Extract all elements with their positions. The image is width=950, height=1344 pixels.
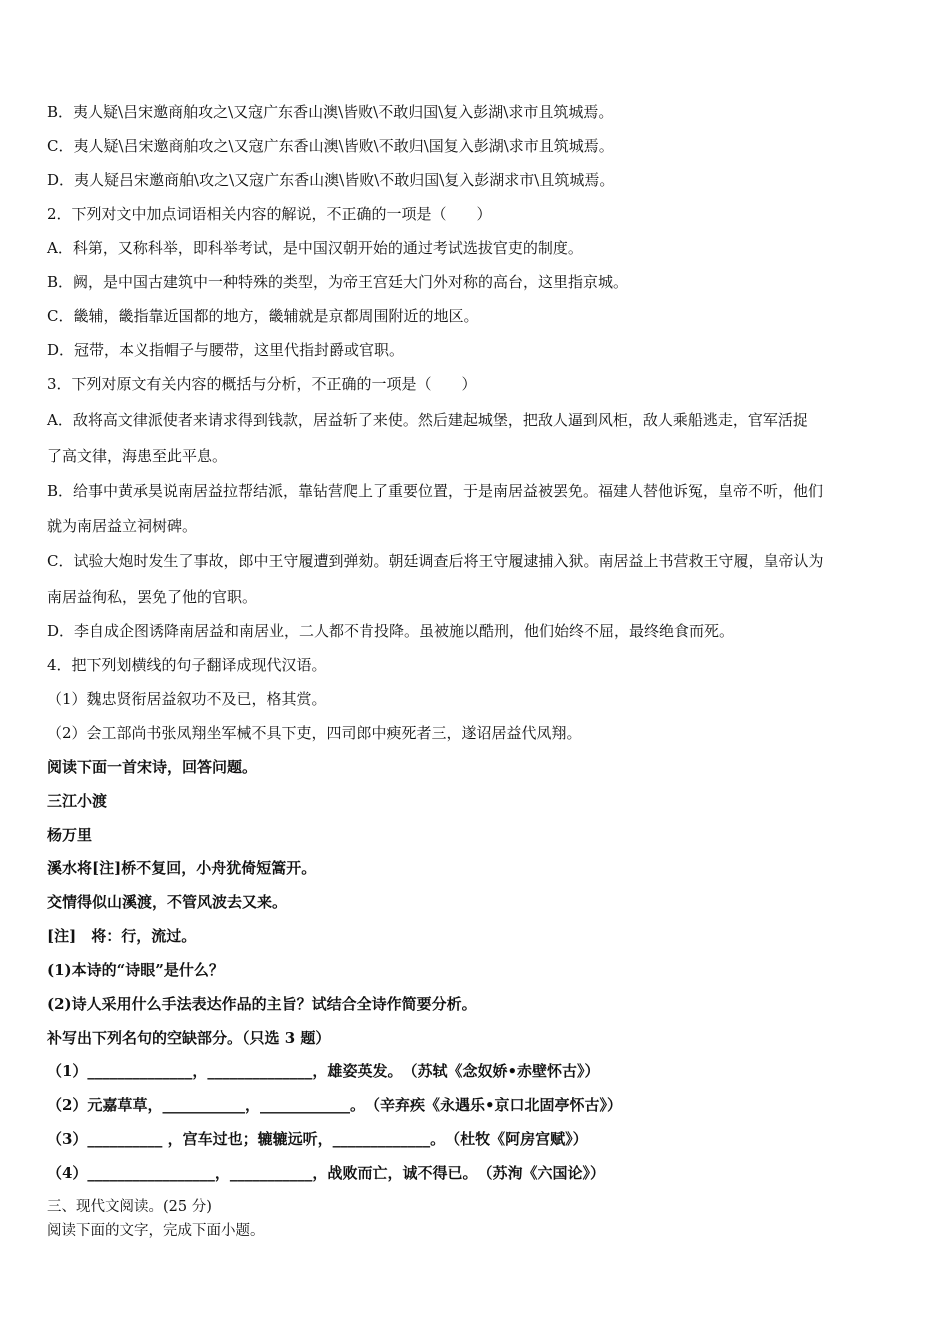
poem-note: [注] 将：行，流过。 — [47, 927, 197, 945]
q3-option-b-line1: B．给事中黄承昊说南居益拉帮结派，靠钻营爬上了重要位置，于是南居益被罢免。福建人替他诉冤，皇帝不听，他们 — [47, 482, 824, 500]
fill-item-3: （3）__________ ，宫车过也；辘辘远听，_____________。 （杜牧《阿房宫赋》） — [47, 1130, 588, 1148]
q3-stem: 3．下列对原文有关内容的概括与分析，不正确的一项是（ ） — [47, 375, 477, 393]
q4-sentence-1: （1）魏忠贤衔居益叙功不及已，格其赏。 — [47, 690, 327, 708]
q3-option-c-line1: C．试验大炮时发生了事故，郎中王守履遭到弹劾。朝廷调查后将王守履逮捕入狱。南居益上书营救王守履，皇帝认为 — [47, 552, 824, 570]
q2-option-d: D．冠带，本义指帽子与腰带，这里代指封爵或官职。 — [47, 341, 405, 359]
q3-option-a-line2: 了高文律，海患至此平息。 — [47, 447, 228, 465]
q3-option-d: D．李自成企图诱降南居益和南居业，二人都不肯投降。虽被施以酷刑，他们始终不屈，最终绝食而死。 — [47, 622, 735, 640]
q1-option-b: B．夷人疑\吕宋邀商舶攻之\又寇广东香山澳\皆败\不敢归国\复入彭湖\求市且筑城焉。 — [47, 103, 614, 121]
fill-item-1: （1）______________，______________，雄姿英发。 （苏轼《念奴娇•赤壁怀古》） — [47, 1062, 600, 1080]
fill-stem: 补写出下列名句的空缺部分。（只选 3 题） — [47, 1029, 331, 1047]
q4-stem: 4．把下列划横线的句子翻译成现代汉语。 — [47, 656, 327, 674]
poem-intro: 阅读下面一首宋诗，回答问题。 — [47, 758, 258, 776]
fill-item-4: （4）_________________，___________，战败而亡，诚不得已。 （苏洵《六国论》） — [47, 1164, 605, 1182]
q2-stem: 2．下列对文中加点词语相关内容的解说，不正确的一项是（ ） — [47, 205, 492, 223]
poem-author: 杨万里 — [47, 826, 93, 844]
q1-option-d: D．夷人疑吕宋邀商舶\攻之\又寇广东香山澳\皆败\不敢归国\复入彭湖求市\且筑城焉。 — [47, 171, 615, 189]
poem-line-2: 交情得似山溪渡，不管风波去又来。 — [47, 893, 288, 911]
poem-title: 三江小渡 — [47, 792, 108, 810]
q4-sentence-2: （2）会工部尚书张凤翔坐军械不具下吏，四司郎中瘐死者三，遂诏居益代凤翔。 — [47, 724, 582, 742]
q3-option-c-line2: 南居益徇私，罢免了他的官职。 — [47, 588, 258, 606]
poem-line-1: 溪水将[注]桥不复回，小舟犹倚短篙开。 — [47, 859, 317, 877]
section-3-heading: 三、现代文阅读。(25 分) — [47, 1199, 212, 1215]
poem-question-1: (1)本诗的“诗眼”是什么？ — [47, 961, 224, 979]
q2-option-a: A．科第，又称科举，即科举考试，是中国汉朝开始的通过考试选拔官吏的制度。 — [47, 239, 583, 257]
q2-option-c: C．畿辅，畿指靠近国都的地方，畿辅就是京都周围附近的地区。 — [47, 307, 479, 325]
poem-question-2: (2)诗人采用什么手法表达作品的主旨？试结合全诗作简要分析。 — [47, 995, 477, 1013]
q2-option-b: B．阙，是中国古建筑中一种特殊的类型，为帝王宫廷大门外对称的高台，这里指京城。 — [47, 273, 629, 291]
q3-option-b-line2: 就为南居益立祠树碑。 — [47, 517, 198, 535]
q1-option-c: C．夷人疑\吕宋邀商舶攻之\又寇广东香山澳\皆败\不敢归\国复入彭湖\求市且筑城焉。 — [47, 137, 614, 155]
fill-item-2: （2）元嘉草草，___________，____________。 （辛弃疾《永遇乐•京口北固亭怀古》） — [47, 1096, 623, 1114]
section-3-instruction: 阅读下面的文字，完成下面小题。 — [47, 1223, 265, 1239]
q3-option-a-line1: A．敌将高文律派使者来请求得到钱款，居益斩了来使。然后建起城堡，把敌人逼到风柜，敌人乘船逃走，官军活捉 — [47, 411, 808, 429]
